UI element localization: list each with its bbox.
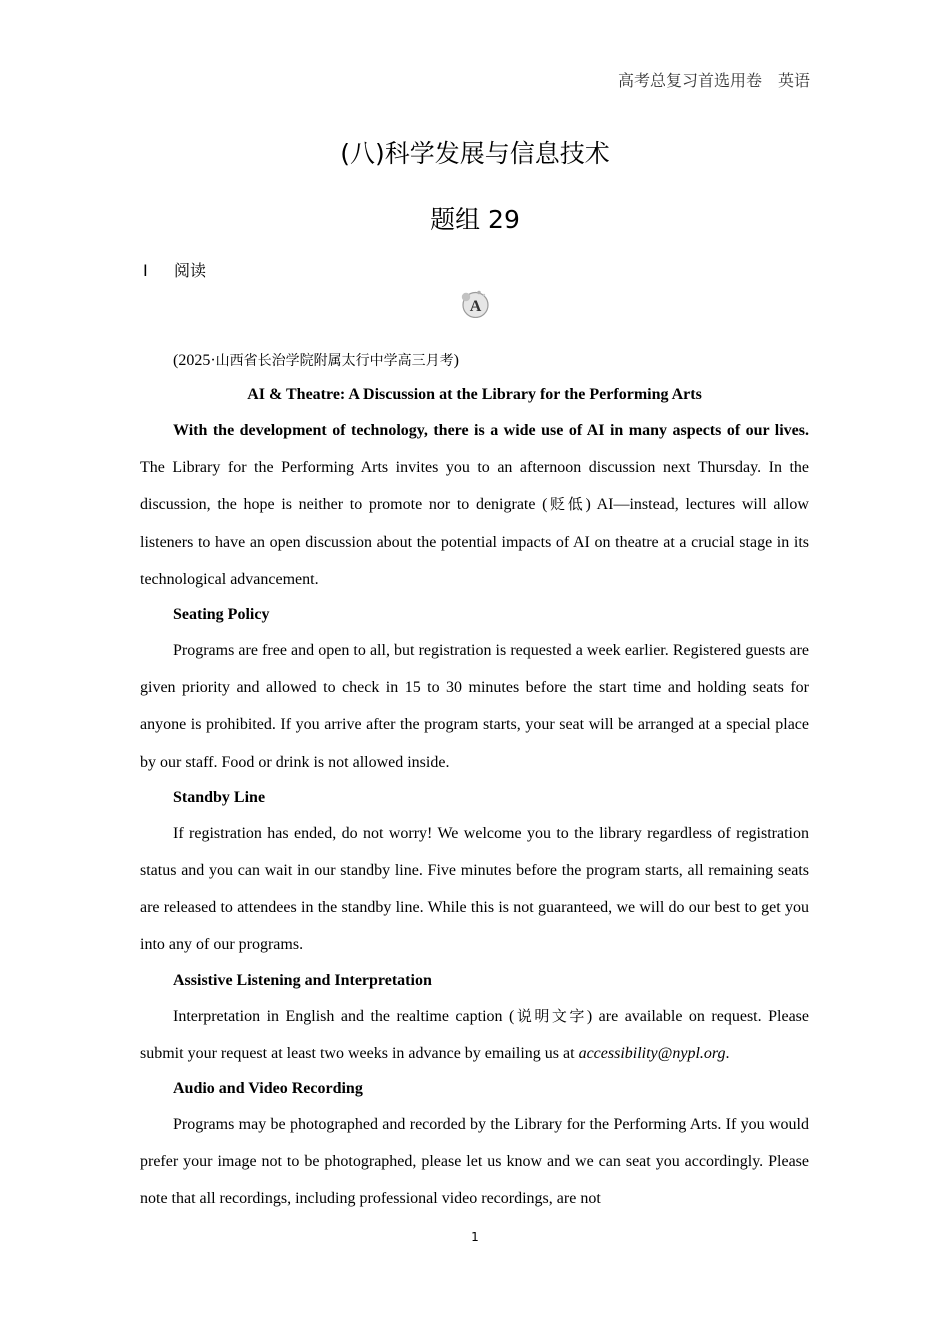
- recording-heading: Audio and Video Recording: [173, 1080, 363, 1098]
- assistive-paragraph: Interpretation in English and the realtime caption (说明文字) are available on request. Please submit your request at least two weeks in advance by emailing us at accessibility@nypl.org.: [140, 1006, 809, 1062]
- intro-bold-lead: With the development of technology, there is a wide use of AI in many aspects of our lives.: [173, 422, 809, 439]
- header-subject: 英语: [777, 71, 810, 90]
- seating-paragraph: Programs are free and open to all, but registration is requested a week earlier. Registered guests are given priority and allowed to check in 15 to 30 minutes before the start time and holding seats for anyone is prohibited. If you arrive after the program starts, your seat will be arranged at a special place by our staff. Food or drink is not allowed inside.: [140, 642, 809, 771]
- section-number: Ⅰ: [143, 261, 148, 280]
- accessibility-email: accessibility@nypl.org: [578, 1044, 726, 1062]
- standby-paragraph: If registration has ended, do not worry! We welcome you to the library regardless of registration status and you can wait in our standby line. Five minutes before the program starts, all remaining seats are released to attendees in the standby line. While this is not guaranteed, we will do our best to get you into any of our programs.: [140, 824, 809, 954]
- page-number: 1: [471, 1230, 479, 1244]
- chapter-title: (八)科学发展与信息技术: [340, 139, 610, 168]
- article-title: AI & Theatre: A Discussion at the Library for the Performing Arts: [247, 386, 702, 403]
- group-title: 题组 29: [430, 205, 520, 234]
- badge-letter: A: [469, 298, 482, 315]
- standby-heading: Standby Line: [173, 788, 266, 806]
- section-label: [143, 258, 206, 281]
- passage: [140, 344, 809, 1218]
- intro-paragraph: With the development of technology, there is a wide use of AI in many aspects of our lives. The Library for the Performing Arts invites you to an afternoon discussion next Thursday. In the discussion, the hope is neither to promote nor to denigrate (贬低) AI—instead, lectures will allow listeners to have an open discussion about the potential impacts of AI on theatre at a crucial stage in its technological advancement.: [140, 422, 809, 588]
- recording-paragraph: Programs may be photographed and recorded by the Library for the Performing Arts. If you would prefer your image not to be photographed, please let us know and we can seat you accordingly. Please note that all recordings, including professional video recordings, are not: [140, 1116, 809, 1208]
- passage-a-badge-icon: [461, 290, 489, 318]
- header-book-title: 高考总复习首选用卷: [617, 71, 762, 90]
- passage-source: (2025·山西省长治学院附属太行中学高三月考): [173, 352, 459, 369]
- assistive-heading: Assistive Listening and Interpretation: [173, 971, 432, 989]
- page-header: [618, 68, 810, 91]
- seating-heading: Seating Policy: [173, 606, 270, 624]
- section-name: 阅读: [174, 261, 207, 280]
